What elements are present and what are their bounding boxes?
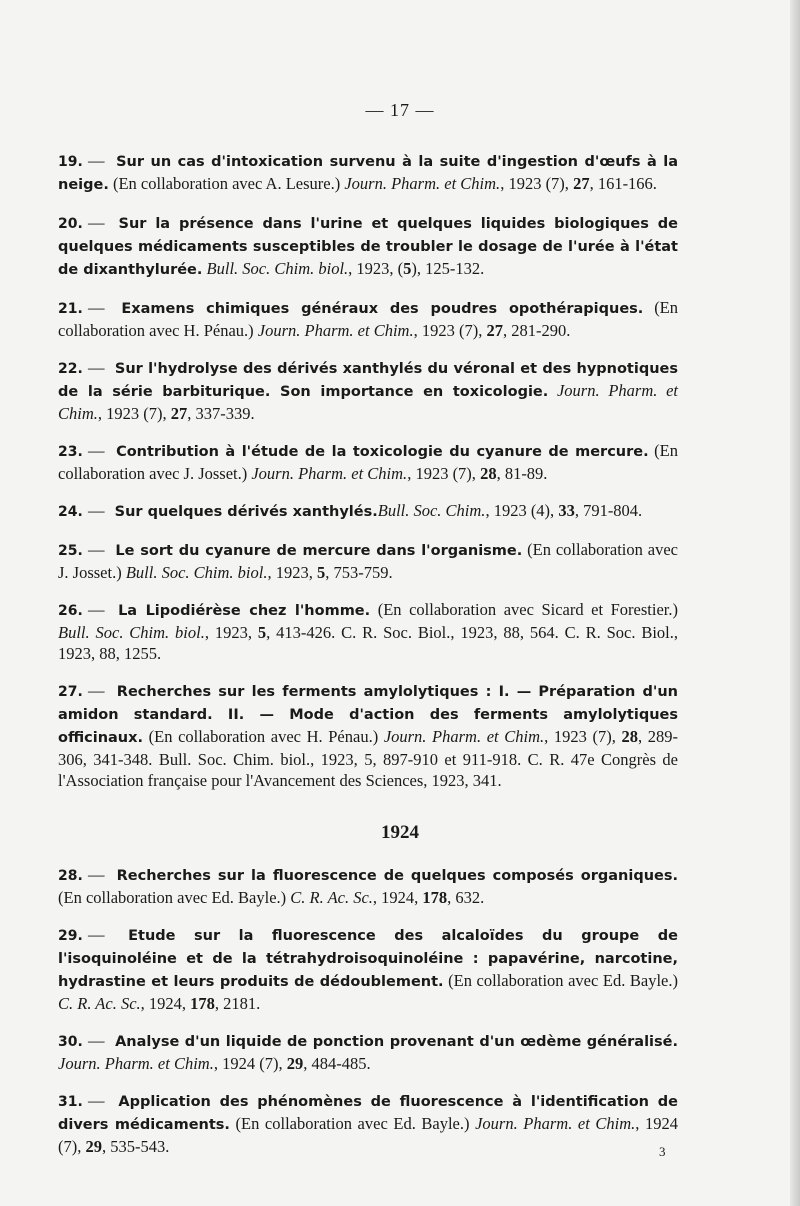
entry-journal: C. R. Ac. Sc. xyxy=(58,994,141,1013)
entry-collaboration: (En collaboration avec A. Lesure.) xyxy=(108,174,345,193)
entry-pages: , 753-759. xyxy=(325,563,393,582)
entry-collaboration: (En collaboration avec H. Pénau.) xyxy=(58,298,679,340)
entry-collaboration xyxy=(548,381,557,400)
entry-pages: , 413-426. C. R. Soc. Biol., 1923, 88, 564. C. R. Soc. Biol., 1923, 88, 1255. xyxy=(58,623,679,663)
entry-dash: — xyxy=(88,865,105,884)
entry-collaboration: (En collaboration avec Ed. Bayle.) xyxy=(58,888,291,907)
entry-number: 30. xyxy=(58,1034,83,1050)
entry-volume: 28 xyxy=(621,727,638,746)
entry-volume: 178 xyxy=(190,994,215,1013)
entry-journal: Journ. Pharm. et Chim. xyxy=(58,381,678,423)
entry-journal: Bull. Soc. Chim. biol. xyxy=(206,259,349,278)
entry-pages: , 289-306, 341-348. Bull. Soc. Chim. biol., 1923, 5, 897-910 et 911-918. C. R. 47e Congrès de l'Association française pour l'Avancement des Sciences, 1923, 341. xyxy=(58,727,678,790)
entry-volume: 29 xyxy=(286,1054,304,1073)
bibliography-entry xyxy=(58,150,678,196)
entry-dash: — xyxy=(88,298,105,317)
entry-volume: 5 xyxy=(257,623,267,642)
page-number: — 17 — xyxy=(365,100,435,120)
entry-journal: Journ. Pharm. et Chim. xyxy=(344,174,501,193)
entry-dash: — xyxy=(88,501,105,520)
entry-title: Contribution à l'étude de la toxicologie du cyanure de mercure. xyxy=(116,444,649,460)
entry-title: Recherches sur la fluorescence de quelques composés organiques. xyxy=(116,868,679,884)
entry-volume: 28 xyxy=(480,464,497,483)
entry-pages: , 791-804. xyxy=(574,501,643,520)
entry-year: , 1923, xyxy=(204,623,258,642)
entry-title: Sur quelques dérivés xanthylés. xyxy=(114,504,378,520)
entry-number: 31. xyxy=(58,1094,83,1110)
entry-dash: — xyxy=(88,1031,105,1050)
entry-year: , 1923, xyxy=(267,563,317,582)
bibliography-entry xyxy=(58,1030,678,1074)
entry-year: , 1923 (4), xyxy=(485,501,559,520)
entry-volume: 27 xyxy=(573,174,590,193)
entry-number: 26. xyxy=(58,603,83,619)
entry-pages: , 2181. xyxy=(214,994,261,1013)
entry-collaboration: (En collaboration avec H. Pénau.) xyxy=(143,727,384,746)
entry-number: 23. xyxy=(58,444,83,460)
entry-journal: Journ. Pharm. et Chim. xyxy=(383,727,545,746)
page-edge xyxy=(790,0,800,1206)
entry-number: 24. xyxy=(58,504,83,520)
entry-volume: 178 xyxy=(422,888,448,907)
entry-number: 19. xyxy=(58,154,83,170)
entry-dash: — xyxy=(88,600,105,619)
entry-dash: — xyxy=(88,1091,105,1110)
bibliography-entry xyxy=(58,864,678,908)
entry-collaboration: (En collaboration avec J. Josset.) xyxy=(58,540,678,582)
bibliography-list-1924 xyxy=(58,864,678,1173)
entry-number: 28. xyxy=(58,868,83,884)
entry-journal: C. R. Ac. Sc. xyxy=(290,888,373,907)
bibliography-entry xyxy=(58,1090,678,1157)
entry-volume: 29 xyxy=(85,1137,102,1156)
entry-collaboration: (En collaboration avec Ed. Bayle.) xyxy=(229,1114,476,1133)
bibliography-entry xyxy=(58,599,678,664)
bibliography-entry xyxy=(58,539,678,583)
entry-dash: — xyxy=(88,925,105,944)
signature-mark: 3 xyxy=(659,1144,666,1159)
bibliography-entry xyxy=(58,924,678,1014)
bibliography-entry xyxy=(58,212,678,281)
entry-dash: — xyxy=(88,441,105,460)
bibliography-entry xyxy=(58,297,678,341)
entry-title: Examens chimiques généraux des poudres opothérapiques. xyxy=(121,301,644,317)
entry-volume: 33 xyxy=(558,501,575,520)
entry-pages: , 161-166. xyxy=(589,174,657,193)
entry-journal: Bull. Soc. Chim. xyxy=(377,501,486,520)
entry-title: La Lipodiérèse chez l'homme. xyxy=(118,603,371,619)
entry-title: Sur la présence dans l'urine et quelques liquides biologiques de quelques médicaments susceptibles de troubler le dosage de l'urée à l'état de dixanthylurée. xyxy=(58,216,679,278)
bibliography-entry xyxy=(58,500,678,523)
entry-journal: Journ. Pharm. et Chim. xyxy=(257,321,414,340)
entry-dash: — xyxy=(88,540,105,559)
entry-dash: — xyxy=(88,151,105,170)
entry-volume: 5 xyxy=(316,563,326,582)
entry-volume: 27 xyxy=(170,404,188,423)
bibliography-list-1923 xyxy=(58,150,678,807)
entry-year: , 1924, xyxy=(140,994,191,1013)
entry-number: 27. xyxy=(58,684,83,700)
entry-title: Sur l'hydrolyse des dérivés xanthylés du véronal et des hypnotiques de la série barbiturique. Son importance en toxicologie. xyxy=(58,361,679,400)
entry-year: , 1924 (7), xyxy=(213,1054,287,1073)
entry-journal: Bull. Soc. Chim. biol. xyxy=(58,623,205,642)
entry-pages: , 81-89. xyxy=(496,464,548,483)
entry-collaboration: (En collaboration avec Sicard et Forestier.) xyxy=(370,600,678,619)
entry-title: Etude sur la fluorescence des alcaloïdes du groupe de l'isoquinoléine et de la tétrahydroisoquinoléine : papavérine, narcotine, hydrastine et leurs produits de dédoublement. xyxy=(58,928,679,990)
entry-collaboration: (En collaboration avec Ed. Bayle.) xyxy=(443,971,678,990)
entry-title: Le sort du cyanure de mercure dans l'organisme. xyxy=(115,543,523,559)
entry-pages: , 281-290. xyxy=(502,321,571,340)
entry-number: 21. xyxy=(58,301,83,317)
entry-volume: 27 xyxy=(486,321,503,340)
entry-title: Recherches sur les ferments amylolytiques : I. — Préparation d'un amidon standard. II. — Mode d'action des ferments amylolytiques officinaux. xyxy=(58,684,678,746)
entry-year: , 1924, xyxy=(372,888,423,907)
entry-title: Application des phénomènes de fluorescence à l'identification de divers médicaments. xyxy=(58,1094,678,1133)
entry-year: , 1923 (7), xyxy=(544,727,622,746)
entry-year: , 1923 (7), xyxy=(407,464,481,483)
entry-journal: Journ. Pharm. et Chim. xyxy=(475,1114,636,1133)
entry-dash: — xyxy=(88,213,105,232)
entry-pages: , 337-339. xyxy=(187,404,255,423)
entry-pages: ), 125-132. xyxy=(411,259,485,278)
entry-year: , 1924 (7), xyxy=(58,1114,679,1156)
entry-journal: Journ. Pharm. et Chim. xyxy=(251,464,408,483)
bibliography-entry xyxy=(58,357,678,424)
entry-year: , 1923 (7), xyxy=(413,321,487,340)
bibliography-entry xyxy=(58,680,678,791)
entry-volume: 5 xyxy=(403,259,412,278)
entry-title: Analyse d'un liquide de ponction provenant d'un œdème généralisé. xyxy=(115,1034,679,1050)
entry-journal: Journ. Pharm. et Chim. xyxy=(58,1054,214,1073)
entry-year: , 1923 (7), xyxy=(97,404,171,423)
entry-pages: , 484-485. xyxy=(303,1054,371,1073)
entry-number: 22. xyxy=(58,361,83,377)
entry-dash: — xyxy=(88,358,105,377)
entry-number: 29. xyxy=(58,928,83,944)
entry-pages: , 632. xyxy=(447,888,485,907)
entry-title: Sur un cas d'intoxication survenu à la suite d'ingestion d'œufs à la neige. xyxy=(58,154,679,193)
entry-collaboration: (En collaboration avec J. Josset.) xyxy=(58,441,679,483)
entry-year: , 1923, ( xyxy=(348,259,404,278)
entry-number: 20. xyxy=(58,216,83,232)
entry-number: 25. xyxy=(58,543,83,559)
year-heading: 1924 xyxy=(381,822,419,843)
entry-journal: Bull. Soc. Chim. biol. xyxy=(125,563,268,582)
entry-dash: — xyxy=(88,681,105,700)
entry-pages: , 535-543. xyxy=(102,1137,170,1156)
bibliography-entry xyxy=(58,440,678,484)
entry-year: , 1923 (7), xyxy=(500,174,574,193)
